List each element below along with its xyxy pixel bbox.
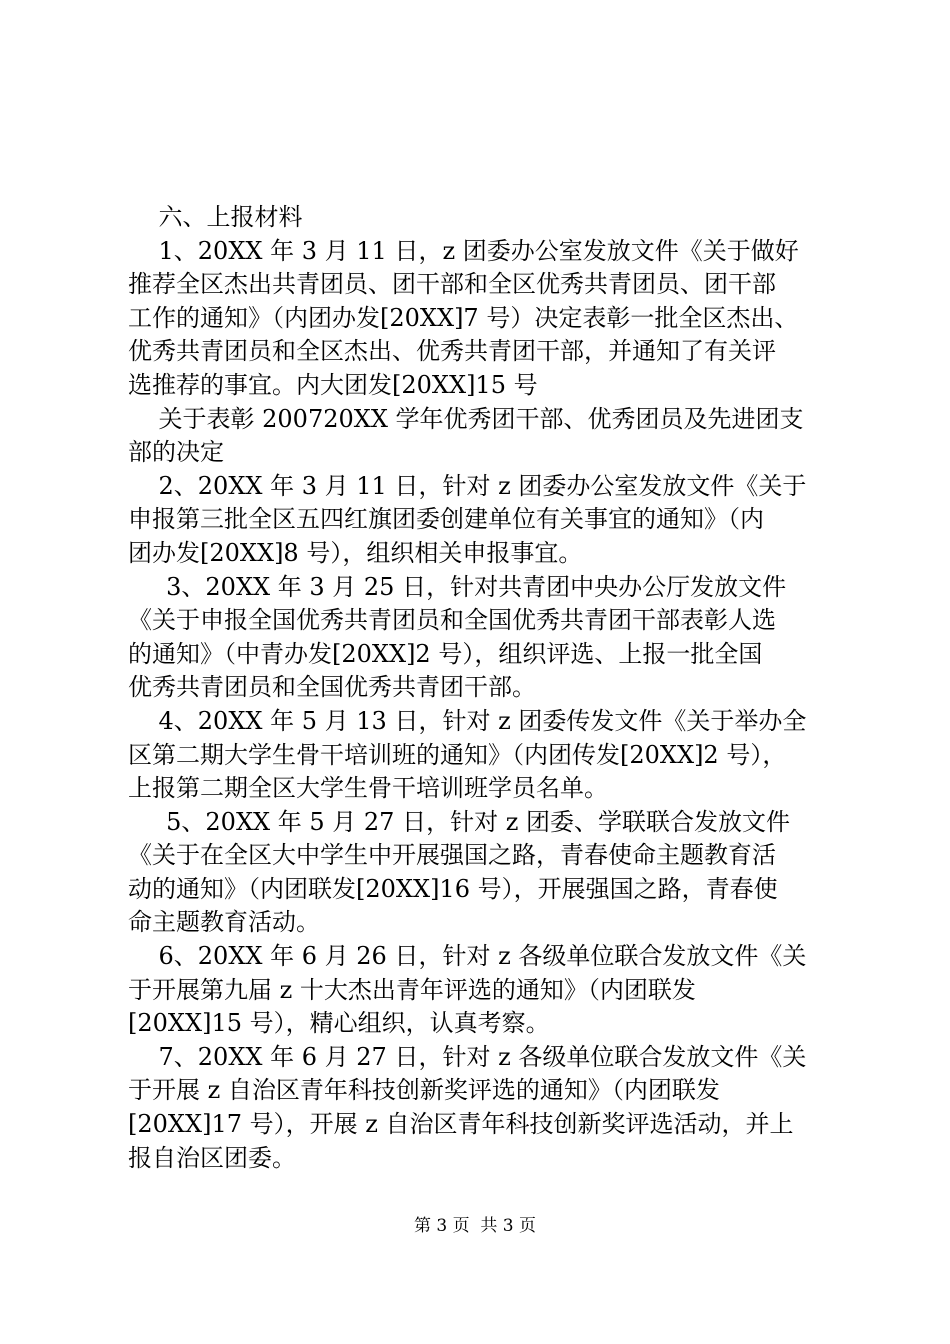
paragraph-line: 6、20XX 年 6 月 26 日，针对 z 各级单位联合发放文件《关 (128, 942, 807, 971)
paragraph-line: 报自治区团委。 (128, 1143, 296, 1172)
paragraph-line: 区第二期大学生骨干培训班的通知》（内团传发[20XX]2 号）， (128, 740, 787, 769)
paragraph-line: 推荐全区杰出共青团员、团干部和全区优秀共青团员、团干部 (128, 270, 776, 299)
paragraph-line: 上报第二期全区大学生骨干培训班学员名单。 (128, 774, 608, 803)
paragraph-line: 《关于在全区大中学生中开展强国之路，青春使命主题教育活 (128, 841, 776, 870)
paragraph-line: 优秀共青团员和全国优秀共青团干部。 (128, 673, 536, 702)
paragraph-line: 3、20XX 年 3 月 25 日，针对共青团中央办公厅发放文件 (128, 572, 787, 601)
page-number-footer: 第 3 页 共 3 页 (413, 1216, 537, 1236)
paragraph-line: 申报第三批全区五四红旗团委创建单位有关事宜的通知》（内 (128, 505, 764, 534)
paragraph-line: 工作的通知》（内团办发[20XX]7 号）决定表彰一批全区杰出、 (128, 303, 799, 332)
paragraph-line: 5、20XX 年 5 月 27 日，针对 z 团委、学联联合发放文件 (128, 807, 790, 836)
section-heading: 六、上报材料 (128, 203, 303, 231)
paragraph-line: 优秀共青团员和全区杰出、优秀共青团干部，并通知了有关评 (128, 337, 776, 366)
paragraph-line: 团办发[20XX]8 号），组织相关申报事宜。 (128, 538, 583, 567)
paragraph-line: [20XX]15 号），精心组织，认真考察。 (128, 1009, 550, 1038)
paragraph-line: 动的通知》（内团联发[20XX]16 号），开展强国之路，青春使 (128, 874, 778, 903)
document-body (128, 201, 834, 1175)
paragraph-line: 于开展 z 自治区青年科技创新奖评选的通知》（内团联发 (128, 1076, 720, 1105)
paragraph-line: 7、20XX 年 6 月 27 日，针对 z 各级单位联合发放文件《关 (128, 1042, 807, 1071)
paragraph-line: 部的决定 (128, 438, 224, 467)
paragraph-line: [20XX]17 号），开展 z 自治区青年科技创新奖评选活动，并上 (128, 1110, 794, 1139)
paragraph-line: 2、20XX 年 3 月 11 日，针对 z 团委办公室发放文件《关于 (128, 471, 807, 500)
paragraph-line: 关于表彰 200720XX 学年优秀团干部、优秀团员及先进团支 (128, 404, 804, 433)
paragraph-line: 《关于申报全国优秀共青团员和全国优秀共青团干部表彰人选 (128, 606, 776, 635)
paragraph-line: 选推荐的事宜。内大团发[20XX]15 号 (128, 370, 538, 399)
paragraph-line: 1、20XX 年 3 月 11 日，z 团委办公室发放文件《关于做好 (128, 236, 799, 265)
paragraph-line: 命主题教育活动。 (128, 908, 320, 937)
paragraph-line: 的通知》（中青办发[20XX]2 号），组织评选、上报一批全国 (128, 639, 763, 668)
paragraph-line: 4、20XX 年 5 月 13 日，针对 z 团委传发文件《关于举办全 (128, 706, 807, 735)
paragraph-line: 于开展第九届 z 十大杰出青年评选的通知》（内团联发 (128, 975, 696, 1004)
